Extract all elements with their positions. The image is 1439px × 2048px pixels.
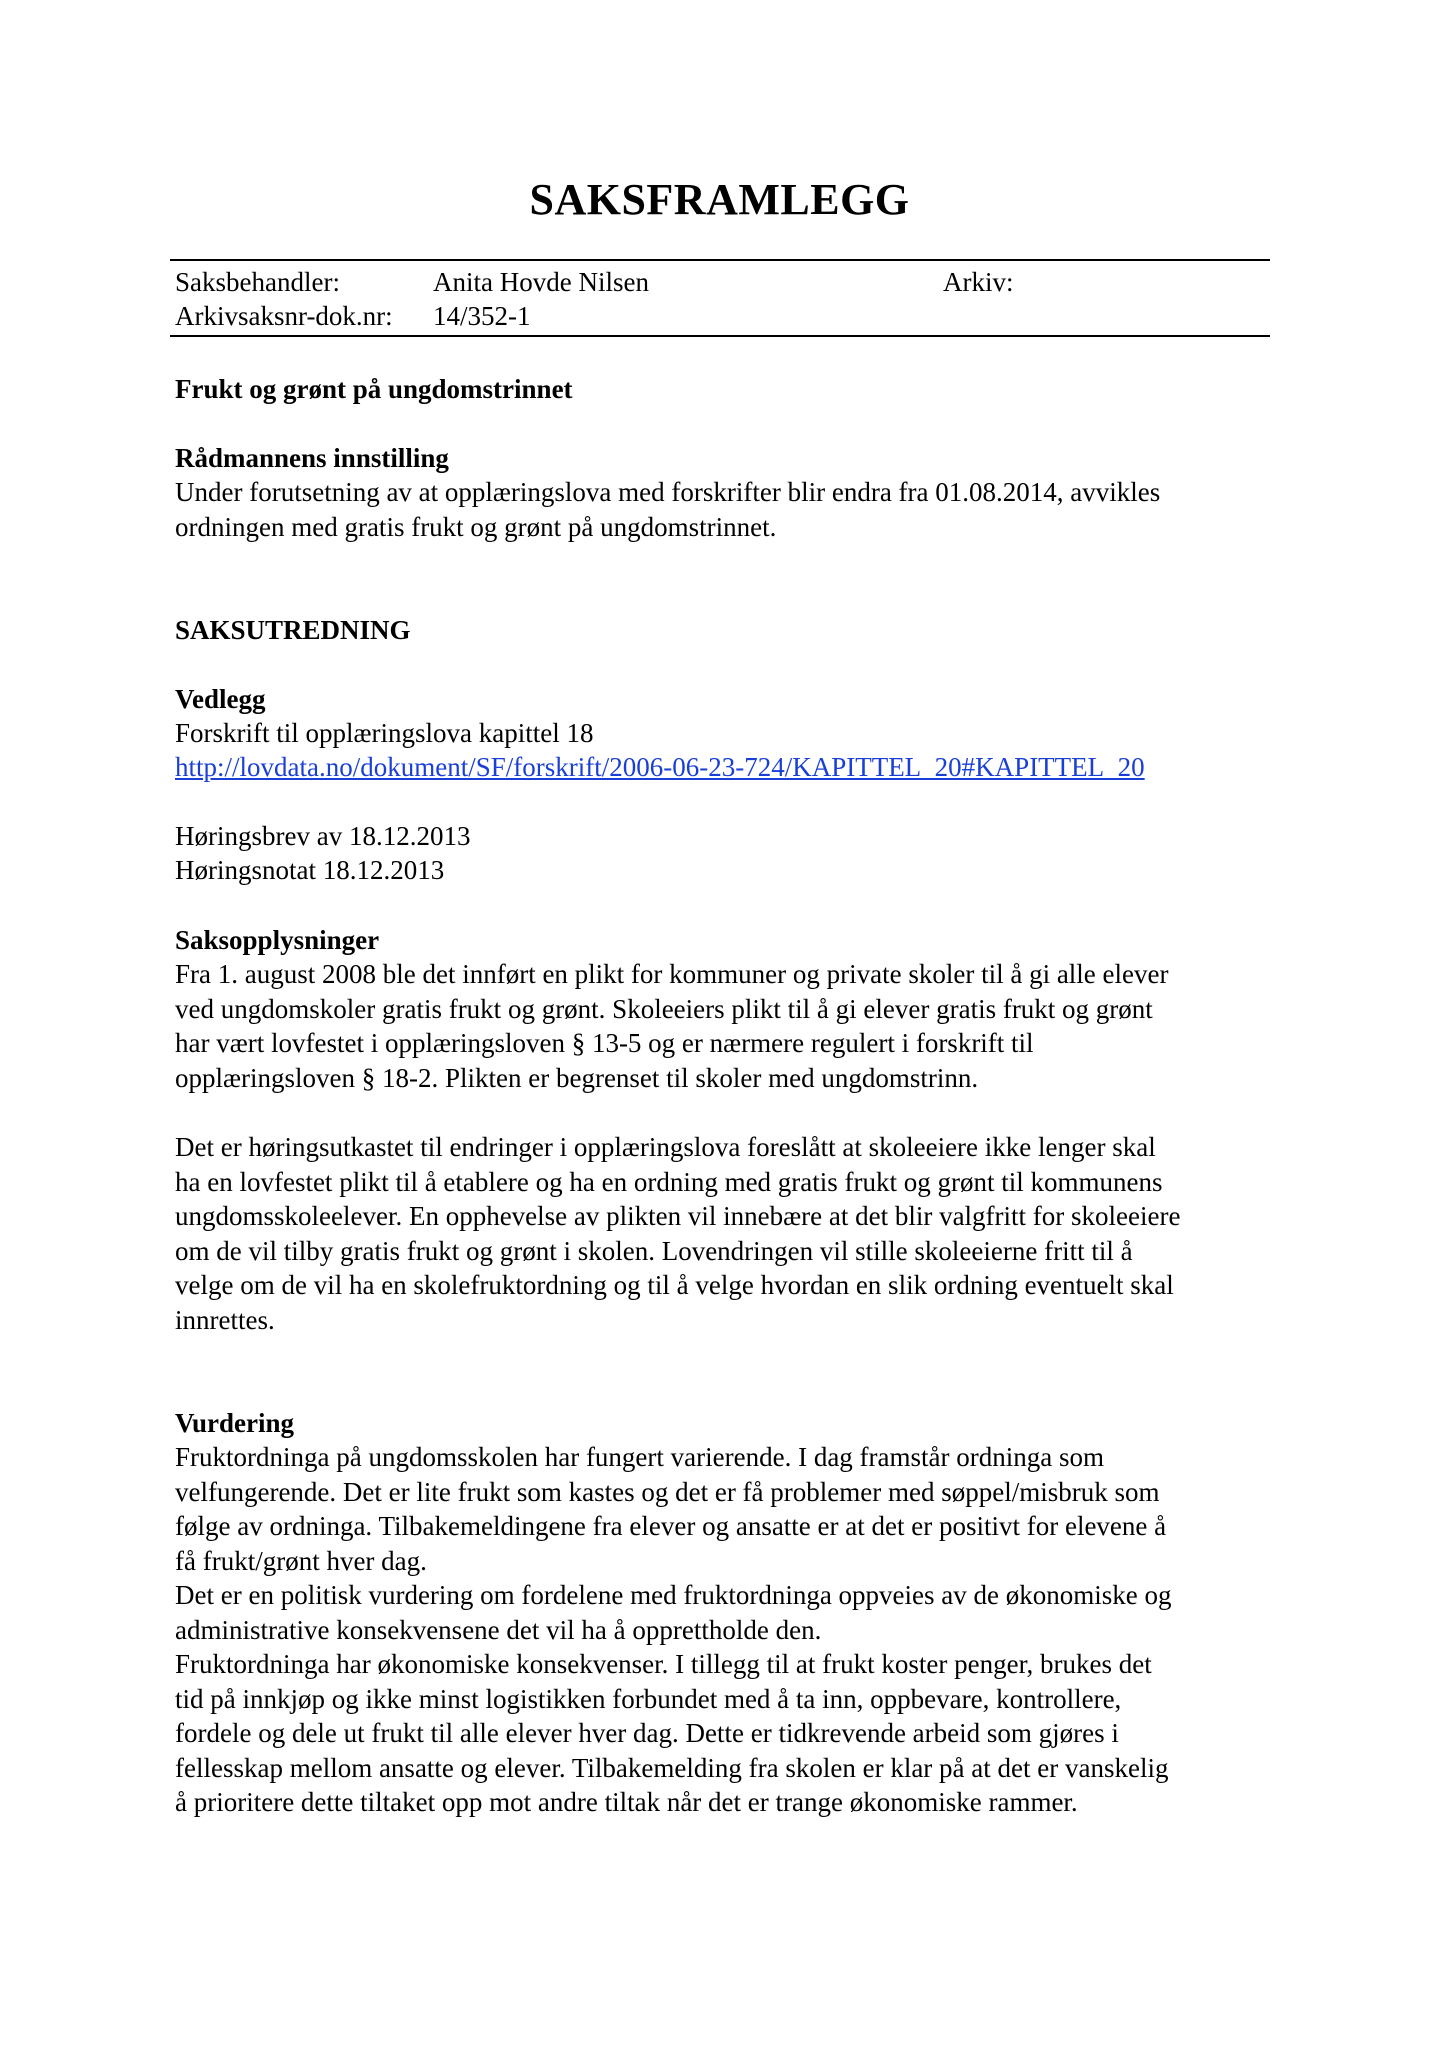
text-line: Fruktordninga har økonomiske konsekvenser. I tillegg til at frukt koster penger, brukes det bbox=[175, 1649, 1152, 1679]
text-line: fellesskap mellom ansatte og elever. Tilbakemelding fra skolen er klar på at det er vanskelig bbox=[175, 1752, 1169, 1783]
saksopplysninger-para-1 bbox=[175, 957, 1285, 1095]
text-line: innrettes. bbox=[175, 1304, 275, 1335]
arkiv-label: Arkiv: bbox=[943, 267, 1014, 297]
vedlegg-item-horingsbrev: Høringsbrev av 18.12.2013 bbox=[175, 821, 471, 851]
saksopplysninger-para-2 bbox=[175, 1130, 1285, 1337]
saksbehandler-value: Anita Hovde Nilsen bbox=[433, 267, 649, 297]
lovdata-link[interactable]: http://lovdata.no/dokument/SF/forskrift/2006-06-23-724/KAPITTEL_20#KAPITTEL_20 bbox=[175, 752, 1145, 782]
vedlegg-item-forskrift: Forskrift til opplæringslova kapittel 18 bbox=[175, 718, 594, 748]
text-line: å prioritere dette tiltaket opp mot andre tiltak når det er trange økonomiske rammer. bbox=[175, 1787, 1078, 1817]
text-line: opplæringsloven § 18-2. Plikten er begrenset til skoler med ungdomstrinn. bbox=[175, 1062, 979, 1093]
text-line: velfungerende. Det er lite frukt som kastes og det er få problemer med søppel/misbruk som bbox=[175, 1476, 1160, 1507]
saksbehandler-label: Saksbehandler: bbox=[175, 267, 340, 297]
text-line: ordningen med gratis frukt og grønt på ungdomstrinnet. bbox=[175, 511, 777, 542]
document-title: SAKSFRAMLEGG bbox=[529, 175, 910, 224]
header-top-rule bbox=[170, 259, 1270, 261]
text-line: Fruktordninga på ungdomsskolen har fungert varierende. I dag framstår ordninga som bbox=[175, 1442, 1104, 1472]
text-line: ha en lovfestet plikt til å etablere og ha en ordning med gratis frukt og grønt til kommunens bbox=[175, 1166, 1163, 1197]
text-line: administrative konsekvensene det vil ha å opprettholde den. bbox=[175, 1614, 822, 1645]
saksopplysninger-heading: Saksopplysninger bbox=[175, 925, 380, 955]
text-line: ungdomsskoleelever. En opphevelse av plikten vil innebære at det blir valgfritt for skoleeiere bbox=[175, 1201, 1181, 1231]
text-line: følge av ordninga. Tilbakemeldingene fra elever og ansatte er at det er positivt for elevene å bbox=[175, 1511, 1167, 1541]
text-line: ved ungdomskoler gratis frukt og grønt. Skoleeiers plikt til å gi elever gratis frukt og grønt bbox=[175, 993, 1153, 1024]
saksutredning-heading: SAKSUTREDNING bbox=[175, 615, 411, 645]
radmann-heading: Rådmannens innstilling bbox=[175, 443, 449, 473]
radmann-text bbox=[175, 475, 1285, 544]
vedlegg-item-horingsnotat: Høringsnotat 18.12.2013 bbox=[175, 855, 445, 885]
text-line: velge om de vil ha en skolefruktordning og til å velge hvordan en slik ordning eventuelt skal bbox=[175, 1270, 1174, 1300]
text-line: tid på innkjøp og ikke minst logistikken forbundet med å ta inn, oppbevare, kontrollere, bbox=[175, 1683, 1122, 1714]
text-line: få frukt/grønt hver dag. bbox=[175, 1545, 427, 1576]
text-line: fordele og dele ut frukt til alle elever hver dag. Dette er tidkrevende arbeid som gjøres i bbox=[175, 1718, 1119, 1748]
text-line: Det er høringsutkastet til endringer i opplæringslova foreslått at skoleeiere ikke lenger skal bbox=[175, 1132, 1156, 1162]
text-line: Det er en politisk vurdering om fordelene med fruktordninga oppveies av de økonomiske og bbox=[175, 1580, 1172, 1610]
vedlegg-heading: Vedlegg bbox=[175, 684, 266, 714]
text-line: Under forutsetning av at opplæringslova med forskrifter blir endra fra 01.08.2014, avvikles bbox=[175, 477, 1161, 507]
vurdering-heading: Vurdering bbox=[175, 1408, 295, 1438]
arkivsaksnr-label: Arkivsaksnr-dok.nr: bbox=[175, 301, 393, 331]
arkivsaksnr-value: 14/352-1 bbox=[433, 301, 531, 331]
vurdering-text bbox=[175, 1440, 1285, 1820]
text-line: om de vil tilby gratis frukt og grønt i skolen. Lovendringen vil stille skoleeierne fritt til å bbox=[175, 1235, 1133, 1266]
header-bottom-rule bbox=[170, 335, 1270, 337]
text-line: Fra 1. august 2008 ble det innført en plikt for kommuner og private skoler til å gi alle elever bbox=[175, 959, 1169, 989]
text-line: har vært lovfestet i opplæringsloven § 13-5 og er nærmere regulert i forskrift til bbox=[175, 1028, 1034, 1058]
case-subject: Frukt og grønt på ungdomstrinnet bbox=[175, 374, 573, 404]
